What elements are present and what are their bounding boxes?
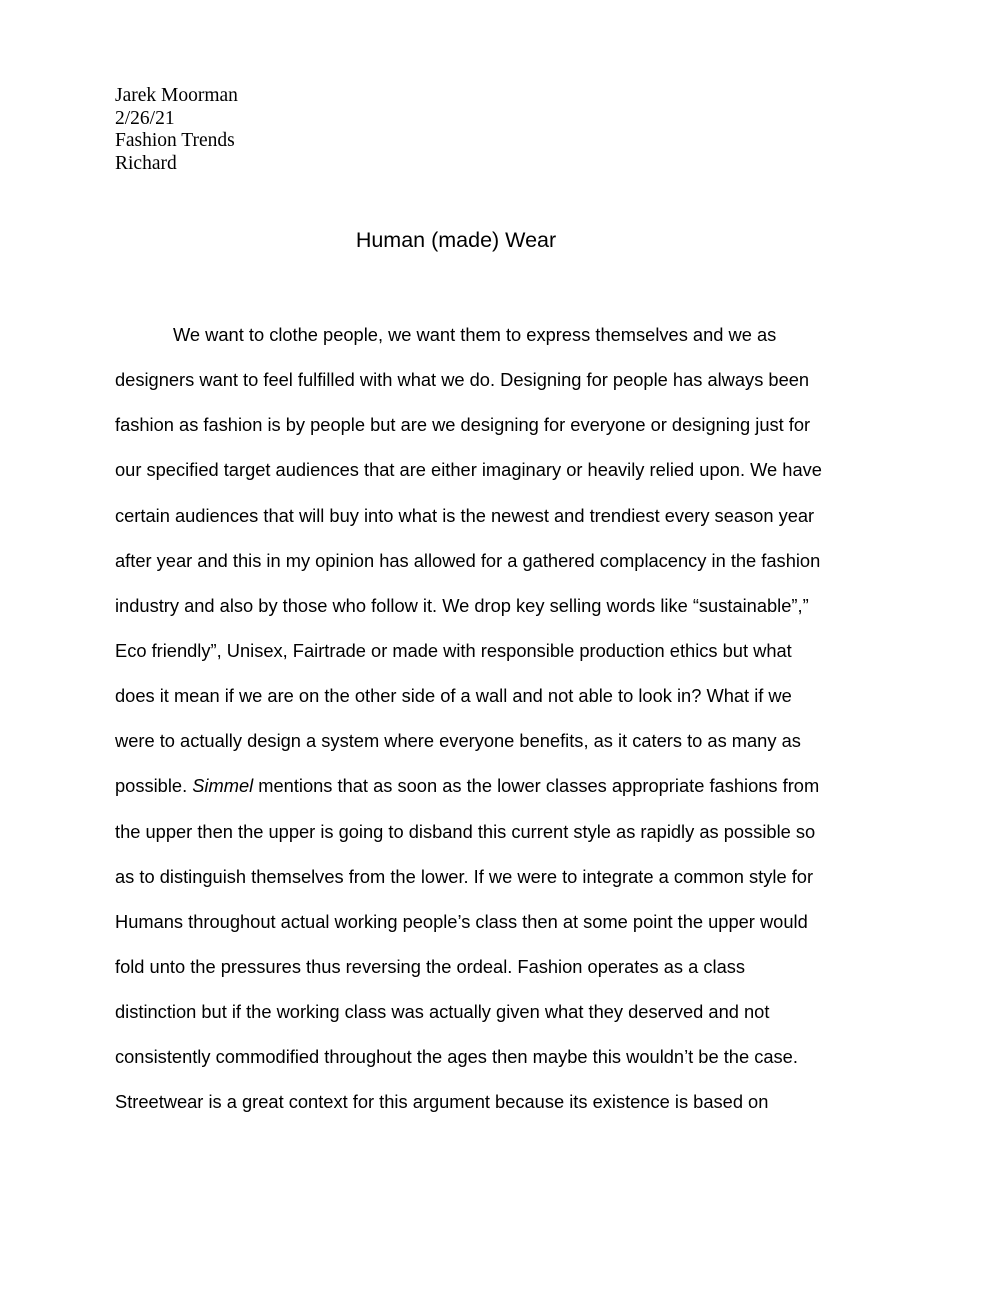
- cited-author-simmel: Simmel: [192, 775, 254, 797]
- line-text: possible.: [115, 775, 193, 797]
- paragraph-line: the upper then the upper is going to disband this current style as rapidly as possible so: [115, 820, 816, 842]
- paragraph-line: industry and also by those who follow it. We drop key selling words like “sustainable”,”: [115, 594, 809, 616]
- paragraph-line: fold unto the pressures thus reversing the ordeal. Fashion operates as a class: [115, 955, 746, 977]
- paragraph-line: Streetwear is a great context for this argument because its existence is based on: [115, 1091, 769, 1113]
- author-name: Jarek Moorman: [115, 85, 238, 106]
- paragraph-line: fashion as fashion is by people but are we designing for everyone or designing just for: [115, 414, 811, 436]
- instructor-name: Richard: [115, 152, 177, 174]
- body-text: [115, 322, 895, 1135]
- paragraph-line: We want to clothe people, we want them to express themselves and we as: [173, 324, 777, 345]
- paragraph-line: certain audiences that will buy into what is the newest and trendiest every season year: [115, 504, 815, 526]
- paragraph-line: our specified target audiences that are either imaginary or heavily relied upon. We have: [115, 459, 822, 481]
- paragraph-line: as to distinguish themselves from the lower. If we were to integrate a common style for: [115, 865, 814, 887]
- document-date: 2/26/21: [115, 107, 175, 129]
- document-header: [115, 85, 238, 175]
- paragraph-line: [115, 773, 895, 818]
- paragraph-line: does it mean if we are on the other side of a wall and not able to look in? What if we: [115, 685, 792, 707]
- course-name: Fashion Trends: [115, 130, 235, 151]
- paragraph-line: distinction but if the working class was actually given what they deserved and not: [115, 1001, 770, 1023]
- paragraph-line: designers want to feel fulfilled with what we do. Designing for people has always been: [115, 369, 810, 391]
- document-title: Human (made) Wear: [355, 228, 557, 252]
- paragraph-line: were to actually design a system where everyone benefits, as it caters to as many as: [115, 730, 801, 752]
- paragraph-line: after year and this in my opinion has allowed for a gathered complacency in the fashion: [115, 549, 821, 571]
- paragraph-line: Eco friendly”, Unisex, Fairtrade or made with responsible production ethics but what: [115, 639, 792, 661]
- paragraph-line: Humans throughout actual working people’s class then at some point the upper would: [115, 910, 808, 932]
- line-text: mentions that as soon as the lower classes appropriate fashions from: [253, 775, 820, 797]
- paragraph-line: consistently commodified throughout the ages then maybe this wouldn’t be the case.: [115, 1046, 798, 1068]
